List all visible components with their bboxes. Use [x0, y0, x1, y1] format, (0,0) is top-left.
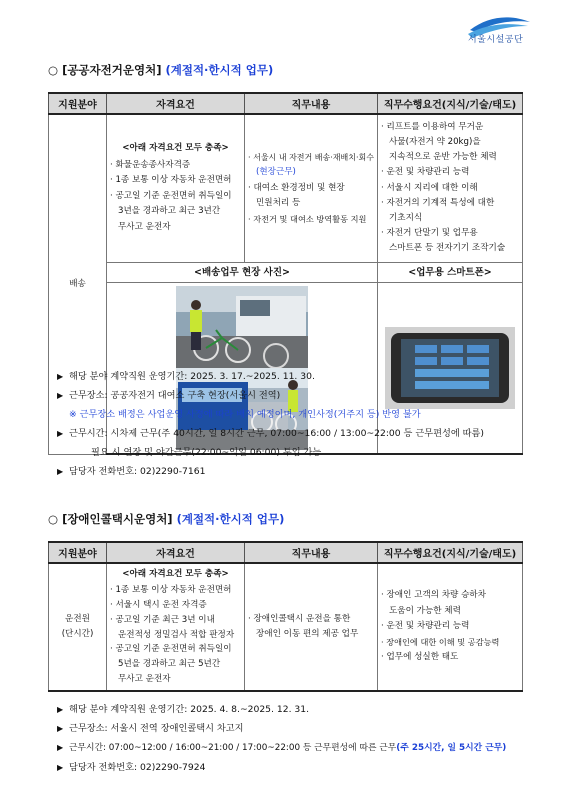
duty-item: 민원처리 등 — [256, 198, 301, 208]
competency-item: 도움이 가능한 체력 — [389, 605, 461, 616]
requirement-item: · 1종 보통 이상 자동차 운전면허 — [110, 585, 232, 596]
requirement-item: 3년을 경과하고 최근 3년간 — [118, 206, 221, 217]
section1-title: ○ [공공자전거운영처] (계절적·한시적 업무) — [48, 63, 274, 77]
requirement-item: · 화물운송종사자격증 — [110, 159, 191, 170]
header-requirements: 자격요건 — [107, 93, 245, 114]
duty-item: 장애인 이동 편의 제공 업무 — [256, 629, 359, 639]
duty-item: · 서울시 내 자전거 배송·재배치·회수 — [248, 152, 374, 162]
duty-item: · 자전거 및 대여소 방역활동 지원 — [248, 213, 367, 224]
bullet-location: ▶ 근무장소: 서울시 전역 장애인콜택시 차고지 — [57, 723, 244, 734]
competency-item: 스마트폰 등 전자기기 조작기술 — [389, 243, 506, 254]
competency-item: · 자전거의 기계적 특성에 대한 — [381, 197, 495, 208]
competency-item: · 운전 및 차량관리 능력 — [381, 621, 470, 632]
location-note: ※ 근무장소 배정은 사업운영 사정에 따라 배치 예정이며, 개인사정(거주지 등) 반영 불가 — [69, 409, 421, 420]
hours-note: 필요 시 연장 및 야간근무(22:00~익일 06:00) 투입 가능 — [91, 447, 322, 458]
duty-item: (현장근무) — [256, 167, 296, 177]
requirements-cell — [107, 114, 245, 262]
competency-item: · 장애인에 대한 이해 및 공감능력 — [381, 636, 500, 647]
bullet-location: ▶ 근무장소: 공공자전거 대여소 구축 현장(서울시 전역) — [57, 390, 281, 401]
competency-item: · 장애인 고객의 차량 승하차 — [381, 590, 486, 601]
requirement-item: · 공고일 기준 운전면허 취득일이 — [110, 190, 232, 201]
duty-item: · 장애인콜택시 운전을 통한 — [248, 613, 351, 624]
header-competencies: 직무수행요건(지식/기술/태도) — [378, 542, 523, 563]
header-competencies: 직무수행요건(지식/기술/태도) — [378, 93, 523, 114]
bullet-hours: ▶ 근무시간: 07:00~12:00 / 16:00~21:00 / 17:00~22:00 등 근무편성에 따른 근무(주 25시간, 일 5시간 근무) — [57, 743, 507, 753]
header-duties: 직무내용 — [245, 542, 378, 563]
competencies-cell — [378, 114, 523, 262]
duties-cell — [245, 114, 378, 262]
competency-item: · 서울시 지리에 대한 이해 — [381, 182, 478, 193]
competency-item: · 업무에 성실한 태도 — [381, 652, 459, 663]
requirement-item: 무사고 운전자 — [118, 673, 171, 684]
req-title: <아래 자격요건 모두 충족> — [122, 143, 229, 154]
requirement-item: 무사고 운전자 — [118, 221, 171, 232]
competency-item: · 리프트를 이용하여 무거운 — [381, 121, 484, 132]
requirement-item: · 공고일 기준 운전면허 취득일이 — [110, 644, 232, 655]
field-cell — [49, 563, 107, 691]
delivery-photo-1 — [176, 286, 308, 368]
photo-header: <배송업무 현장 사진> — [107, 262, 378, 283]
section1-bullets — [57, 367, 484, 481]
header-field: 지원분야 — [49, 542, 107, 563]
header-field: 지원분야 — [49, 93, 107, 114]
header-duties: 직무내용 — [245, 93, 378, 114]
requirement-item: 운전적성 정밀검사 적합 판정자 — [118, 629, 235, 640]
phone-header: <업무용 스마트폰> — [378, 262, 523, 283]
logo-text: 서울시설공단 — [468, 35, 524, 45]
bullet-phone: ▶ 담당자 전화번호: 02)2290-7161 — [57, 466, 206, 477]
section2-job-table — [48, 541, 523, 692]
duty-item: · 대여소 환경정비 및 현장 — [248, 182, 345, 193]
bullet-period: ▶ 해당 분야 계약직원 운영기간: 2025. 3. 17.~2025. 11. 30. — [57, 371, 315, 382]
requirement-item: · 서울시 택시 운전 자격증 — [110, 599, 207, 610]
requirement-item: · 1종 보통 이상 자동차 운전면허 — [110, 175, 232, 186]
field-subtitle: (단시간) — [61, 629, 94, 639]
competencies-cell — [378, 563, 523, 691]
req-title: <아래 자격요건 모두 충족> — [122, 569, 229, 580]
requirements-cell — [107, 563, 245, 691]
duties-cell — [245, 563, 378, 691]
bullet-hours: ▶ 근무시간: 시차제 근무(주 40시간, 일 8시간 근무, 07:00~16:00 / 13:00~22:00 등 근무편성에 따름) — [57, 428, 484, 439]
requirement-item: 5년을 경과하고 최근 5년간 — [118, 659, 221, 670]
competency-item: · 운전 및 차량관리 능력 — [381, 167, 470, 178]
field-name: 배송 — [69, 278, 86, 289]
field-name: 운전원 — [65, 613, 90, 624]
competency-item: 사물(자전거 약 20kg)을 — [389, 137, 481, 148]
section2-bullets — [57, 700, 506, 777]
section2-title: ○ [장애인콜택시운영처] (계절적·한시적 업무) — [48, 512, 285, 526]
header-requirements: 자격요건 — [107, 542, 245, 563]
bullet-period: ▶ 해당 분야 계약직원 운영기간: 2025. 4. 8.~2025. 12. 31. — [57, 704, 310, 715]
competency-item: · 자전거 단말기 및 업무용 — [381, 228, 478, 239]
competency-item: 기초지식 — [389, 213, 423, 224]
competency-item: 지속적으로 운반 가능한 체력 — [389, 152, 497, 163]
bullet-phone: ▶ 담당자 전화번호: 02)2290-7924 — [57, 762, 206, 773]
requirement-item: · 공고일 기준 최근 3년 이내 — [110, 614, 215, 625]
